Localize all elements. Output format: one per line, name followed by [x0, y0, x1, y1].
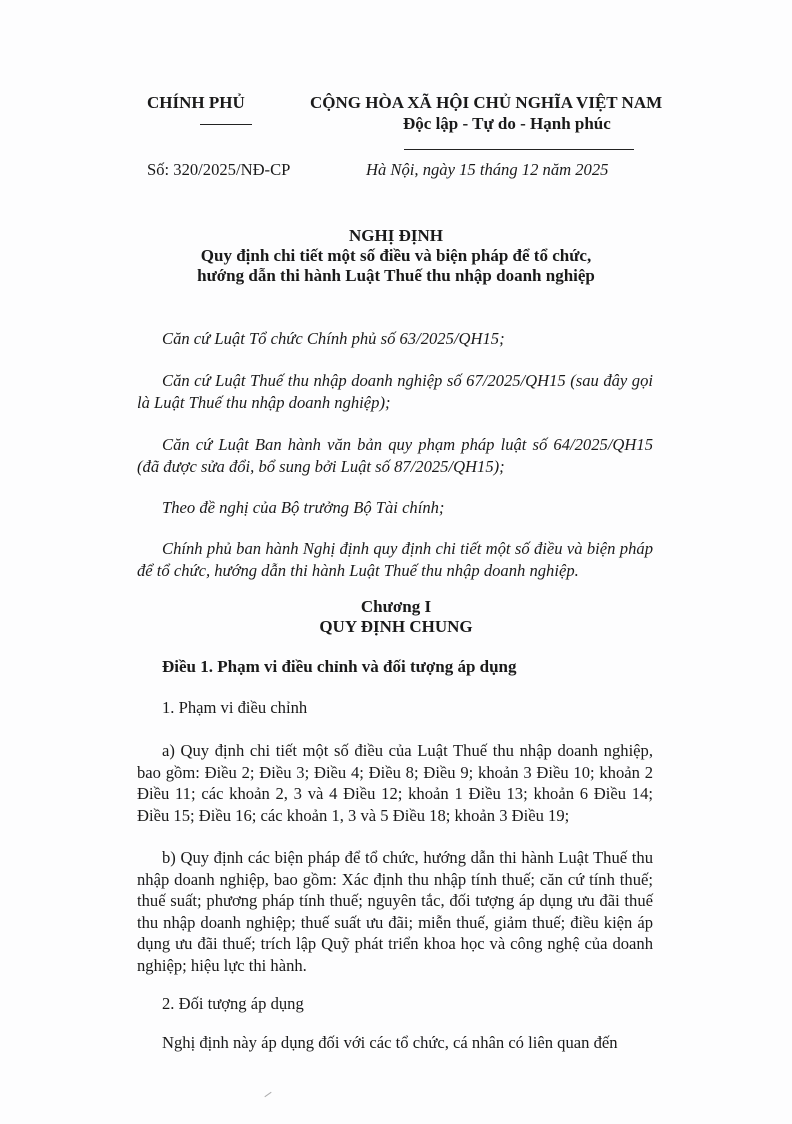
- document-subject-line1: Quy định chi tiết một số điều và biện pháp để tổ chức,: [200, 246, 592, 265]
- chapter-number: Chương I: [360, 597, 432, 616]
- article-heading: Điều 1. Phạm vi điều chỉnh và đối tượng áp dụng: [162, 657, 517, 676]
- preamble-paragraph: [137, 538, 653, 581]
- clause2-paragraph: [137, 1032, 653, 1054]
- issuer-name: CHÍNH PHỦ: [147, 93, 245, 112]
- place-date: Hà Nội, ngày 15 tháng 12 năm 2025: [366, 160, 609, 179]
- motto-underline: [404, 149, 634, 150]
- nation-name: CỘNG HÒA XÃ HỘI CHỦ NGHĨA VIỆT NAM: [310, 93, 663, 112]
- clause-title: 1. Phạm vi điều chỉnh: [162, 698, 308, 717]
- preamble-paragraph: [137, 434, 653, 477]
- preamble-paragraph: [137, 370, 653, 413]
- preamble-text: Chính phủ ban hành Nghị định quy định chi tiết một số điều và biện pháp để tổ chức, hướng dẫn thi hành Luật Thuế thu nhập doanh nghiệp.: [137, 539, 653, 580]
- document-type: NGHỊ ĐỊNH: [349, 226, 443, 245]
- preamble-text: Theo đề nghị của Bộ trưởng Bộ Tài chính;: [162, 498, 445, 517]
- clause2-text: Nghị định này áp dụng đối với các tổ chức, cá nhân có liên quan đến: [162, 1033, 618, 1052]
- document-subject-line2: hướng dẫn thi hành Luật Thuế thu nhập doanh nghiệp: [197, 266, 595, 285]
- point-a-paragraph: [137, 740, 653, 826]
- preamble-text: Căn cứ Luật Ban hành văn bản quy phạm pháp luật số 64/2025/QH15 (đã được sửa đổi, bổ sung bởi Luật số 87/2025/QH15);: [137, 435, 653, 476]
- issuer-underline: [200, 124, 252, 125]
- preamble-paragraph: [137, 328, 653, 350]
- chapter-title: QUY ĐỊNH CHUNG: [319, 617, 473, 636]
- document-number: Số: 320/2025/NĐ-CP: [147, 160, 291, 179]
- preamble-text: Căn cứ Luật Thuế thu nhập doanh nghiệp số 67/2025/QH15 (sau đây gọi là Luật Thuế thu nhập doanh nghiệp);: [137, 371, 653, 412]
- preamble-paragraph: [137, 497, 653, 519]
- national-motto: Độc lập - Tự do - Hạnh phúc: [403, 114, 611, 133]
- clause-title: 2. Đối tượng áp dụng: [162, 994, 304, 1013]
- preamble-text: Căn cứ Luật Tổ chức Chính phủ số 63/2025/QH15;: [162, 329, 505, 348]
- point-b-text: b) Quy định các biện pháp để tổ chức, hướng dẫn thi hành Luật Thuế thu nhập doanh nghiệp, bao gồm: Xác định thu nhập tính thuế; căn cứ tính thuế; thuế suất; phương pháp tính thuế; nguyên tắc, đối tượng áp dụng ưu đãi thuế thu nhập doanh nghiệp; thuế suất ưu đãi; miễn thuế, giảm thuế; điều kiện áp dụng ưu đãi thuế; trích lập Quỹ phát triển khoa học và công nghệ của doanh nghiệp; hiệu lực thi hành.: [137, 848, 653, 975]
- scan-artifact: [264, 1092, 271, 1097]
- point-b-paragraph: [137, 847, 653, 976]
- point-a-text: a) Quy định chi tiết một số điều của Luật Thuế thu nhập doanh nghiệp, bao gồm: Điều 2; Điều 3; Điều 4; Điều 8; Điều 9; khoản 3 Điều 10; khoản 2 Điều 11; các khoản 2, 3 và 4 Điều 12; khoản 1 Điều 13; khoản 6 Điều 14; Điều 15; Điều 16; các khoản 1, 3 và 5 Điều 18; khoản 3 Điều 19;: [137, 741, 653, 825]
